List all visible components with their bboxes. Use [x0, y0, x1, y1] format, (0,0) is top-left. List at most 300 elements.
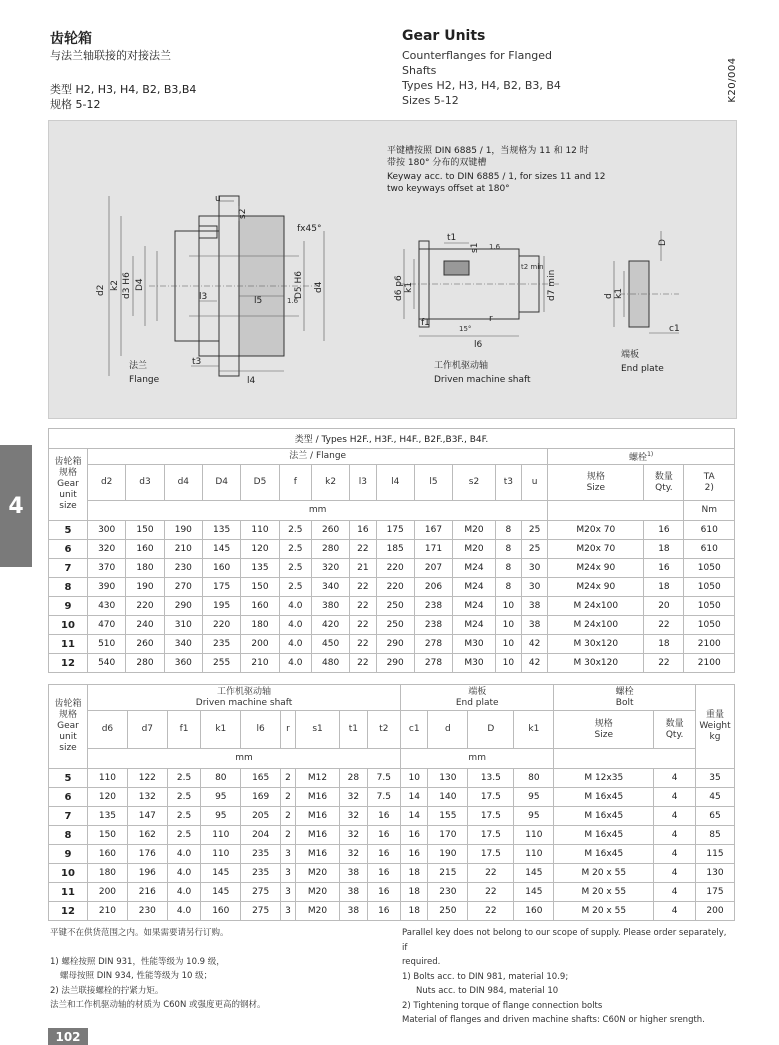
table-cell: 30	[522, 578, 548, 597]
table-cell: 22	[468, 864, 514, 883]
gear-size-cell: 9	[49, 845, 88, 864]
table-cell: 2	[281, 826, 296, 845]
bolt2-qty-en: Qty.	[665, 729, 684, 740]
table-cell: 470	[88, 616, 126, 635]
types-en-line: Types H2, H3, H4, B2, B3, B4	[402, 79, 561, 92]
gear-size-header-2	[49, 685, 88, 769]
subtitle-en	[402, 48, 561, 108]
label-D: D	[658, 239, 668, 246]
table-cell: 16	[367, 902, 401, 921]
table-cell: 4	[654, 902, 696, 921]
table-cell: 10	[401, 769, 428, 788]
table-cell: 250	[376, 616, 414, 635]
table-cell: 110	[201, 845, 241, 864]
table-cell: 185	[376, 540, 414, 559]
gear-size-en1: Gear	[57, 479, 79, 489]
label-r: r	[489, 314, 493, 324]
table1-row	[49, 559, 735, 578]
table-cell: M20x 70	[548, 521, 644, 540]
table-cell: 610	[684, 540, 735, 559]
label-t2: t2 min	[521, 263, 544, 271]
note-cn-6: 法兰和工作机驱动轴的材质为 C60N 或强度更高的钢材。	[50, 1000, 266, 1010]
table-cell: 21	[350, 559, 376, 578]
weight-cn: 重量	[705, 710, 724, 720]
table-cell: 18	[401, 902, 428, 921]
subtitle-cn: 与法兰轴联接的对接法兰	[50, 49, 171, 62]
table-cell: 160	[202, 559, 240, 578]
label-f1: f1	[421, 318, 430, 328]
table-cell: 8	[495, 578, 521, 597]
table-cell: M 16x45	[554, 845, 654, 864]
table-cell: 160	[88, 845, 128, 864]
bolt2-size-cn: 规格	[594, 718, 613, 729]
table-cell: 155	[428, 807, 468, 826]
table-cell: 17.5	[468, 826, 514, 845]
table-cell: 32	[340, 845, 367, 864]
table-cell: 190	[126, 578, 164, 597]
col-l5: l5	[414, 465, 452, 501]
label-fx: fx45°	[297, 224, 322, 234]
table-cell: 65	[696, 807, 735, 826]
table-cell: 2.5	[167, 826, 201, 845]
table1-row	[49, 616, 735, 635]
table-cell: M 20 x 55	[554, 902, 654, 921]
table-cell: 190	[428, 845, 468, 864]
table-cell: 22	[350, 654, 376, 673]
note-en-5: 2) Tightening torque of flange connection bolts	[402, 1000, 603, 1011]
table-cell: 18	[644, 635, 684, 654]
table-cell: M 20 x 55	[554, 883, 654, 902]
table-cell: 200	[696, 902, 735, 921]
table-cell: 38	[340, 883, 367, 902]
table-cell: 240	[126, 616, 164, 635]
table-cell: 110	[201, 826, 241, 845]
table-cell: 3	[281, 845, 296, 864]
table-cell: 4.0	[167, 883, 201, 902]
gear-size2-en2: unit	[59, 732, 77, 742]
table-cell: 150	[241, 578, 279, 597]
table-cell: 150	[88, 826, 128, 845]
label-l5: l5	[254, 296, 263, 306]
table-cell: 610	[684, 521, 735, 540]
table-cell: 3	[281, 883, 296, 902]
bolt-qty-en: Qty.	[655, 482, 673, 493]
col-bolt2-size	[554, 711, 654, 749]
table2-row	[49, 902, 735, 921]
table-cell: 22	[468, 883, 514, 902]
note-en-line2: two keyways offset at 180°	[387, 184, 510, 194]
table-cell: 16	[401, 826, 428, 845]
table-cell: 16	[367, 807, 401, 826]
table-cell: 180	[88, 864, 128, 883]
table-cell: 2	[281, 769, 296, 788]
table-cell: M 24x100	[548, 597, 644, 616]
gear-size2-en3: size	[59, 743, 77, 753]
plate-group-header	[401, 685, 554, 711]
gear-size-cell: 11	[49, 635, 88, 654]
table-cell: 340	[164, 635, 202, 654]
table-cell: 16	[367, 826, 401, 845]
col-u: u	[522, 465, 548, 501]
table-cell: 210	[164, 540, 202, 559]
note-en-6: Material of flanges and driven machine shafts: C60N or higher srength.	[402, 1015, 705, 1025]
table-cell: 205	[241, 807, 281, 826]
table-cell: 32	[340, 807, 367, 826]
table-cell: 175	[696, 883, 735, 902]
label-k2: k2	[110, 280, 120, 291]
table-cell: 2.5	[279, 559, 311, 578]
table-cell: 220	[376, 578, 414, 597]
table-cell: 250	[376, 597, 414, 616]
table-cell: 270	[164, 578, 202, 597]
shaft-drawing	[394, 233, 559, 385]
table-cell: 4	[654, 883, 696, 902]
table-cell: 370	[88, 559, 126, 578]
table-cell: 10	[495, 616, 521, 635]
table-cell: 22	[350, 597, 376, 616]
table-cell: 290	[376, 635, 414, 654]
table-cell: 7.5	[367, 769, 401, 788]
gear-size-en2: unit	[59, 490, 77, 500]
table-cell: 290	[376, 654, 414, 673]
shaft-table	[48, 684, 735, 921]
note-en-1: Parallel key does not belong to our scope of supply. Please order separately, if	[402, 928, 727, 953]
table-cell: 4.0	[167, 845, 201, 864]
table-cell: 8	[495, 559, 521, 578]
table-cell: 275	[241, 883, 281, 902]
label-dd4: d4	[314, 281, 324, 293]
shaft-group-en: Driven machine shaft	[195, 697, 293, 708]
gear-size-cell: 7	[49, 559, 88, 578]
table-cell: 110	[514, 826, 554, 845]
gear-size-cn2: 规格	[58, 468, 77, 478]
note-cn-2	[50, 941, 266, 955]
col-d7: d7	[127, 711, 167, 749]
table-cell: 195	[202, 597, 240, 616]
weight-en: Weight	[699, 721, 731, 731]
table-cell: 4	[654, 864, 696, 883]
table-cell: 20	[644, 597, 684, 616]
table-cell: M 24x100	[548, 616, 644, 635]
table2-row	[49, 788, 735, 807]
label-r16: 1.6	[287, 297, 299, 305]
table-cell: 300	[88, 521, 126, 540]
table-cell: 167	[414, 521, 452, 540]
table-cell: 290	[164, 597, 202, 616]
gear-size-cell: 5	[49, 521, 88, 540]
table-cell: 30	[522, 559, 548, 578]
table-cell: 25	[522, 521, 548, 540]
table-cell: 42	[522, 635, 548, 654]
table-cell: 4	[654, 826, 696, 845]
table-cell: 2	[281, 807, 296, 826]
col-f: f	[279, 465, 311, 501]
table-cell: 115	[696, 845, 735, 864]
table-cell: 17.5	[468, 845, 514, 864]
unit-mm: mm	[88, 501, 548, 521]
bolt-size-en: Size	[586, 482, 606, 493]
table-cell: M 20 x 55	[554, 864, 654, 883]
document-code: K20/004	[726, 57, 738, 103]
table-cell: M24	[453, 578, 496, 597]
col-d: d	[428, 711, 468, 749]
weight-unit: kg	[709, 732, 721, 742]
col-D4: D4	[202, 465, 240, 501]
table-cell: 260	[311, 521, 349, 540]
table-cell: M24	[453, 616, 496, 635]
table-cell: 238	[414, 616, 452, 635]
table-cell: 175	[202, 578, 240, 597]
table-cell: 230	[428, 883, 468, 902]
gear-size-cell: 12	[49, 654, 88, 673]
label-d4: D4	[135, 278, 145, 291]
gear-size-cell: 7	[49, 807, 88, 826]
table-cell: 22	[644, 616, 684, 635]
table-cell: 110	[514, 845, 554, 864]
table-cell: M20	[453, 540, 496, 559]
gear-size2-en1: Gear	[57, 721, 79, 731]
table-cell: 171	[414, 540, 452, 559]
table-cell: 122	[127, 769, 167, 788]
table-cell: 130	[696, 864, 735, 883]
table-cell: 175	[376, 521, 414, 540]
col-weight	[696, 685, 735, 769]
note-cn-4: 螺母按照 DIN 934, 性能等级为 10 级；	[60, 971, 213, 981]
end-plate-drawing	[604, 231, 680, 374]
unit2-mm-shaft: mm	[88, 749, 401, 769]
note-cn-line1: 平键槽按照 DIN 6885 / 1，当规格为 11 和 12 时	[387, 146, 589, 156]
table-cell: 42	[522, 654, 548, 673]
table-cell: 278	[414, 654, 452, 673]
plate-label-cn: 端板	[621, 350, 640, 360]
sizes-cn-line: 规格 5-12	[50, 98, 101, 111]
table-cell: 45	[696, 788, 735, 807]
notes-cn	[50, 926, 266, 1013]
gear-size-cell: 6	[49, 788, 88, 807]
table-cell: 320	[311, 559, 349, 578]
table-cell: 165	[241, 769, 281, 788]
col-bolt-qty	[644, 465, 684, 501]
col-c1: c1	[401, 711, 428, 749]
table1-row	[49, 578, 735, 597]
table2-row	[49, 769, 735, 788]
flange-label-cn: 法兰	[129, 361, 148, 371]
table-cell: M 30x120	[548, 654, 644, 673]
page-number: 102	[48, 1028, 88, 1045]
table-cell: 2100	[684, 654, 735, 673]
unit2-blank	[554, 749, 696, 769]
table-cell: 4.0	[167, 902, 201, 921]
ta-label: TA	[703, 471, 715, 482]
note-en-4: Nuts acc. to DIN 984, material 10	[416, 986, 559, 996]
shaft-label-cn: 工作机驱动轴	[434, 361, 489, 371]
table2-row	[49, 845, 735, 864]
table-cell: M 16x45	[554, 826, 654, 845]
gear-size2-cn2: 规格	[58, 710, 77, 720]
gear-size-cell: 10	[49, 616, 88, 635]
table-cell: 25	[522, 540, 548, 559]
bolt2-group-header	[554, 685, 696, 711]
table-cell: 38	[522, 597, 548, 616]
table1-row	[49, 635, 735, 654]
table-cell: 1050	[684, 559, 735, 578]
bolt-group-label: 螺栓	[629, 453, 648, 463]
gear-size-cell: 5	[49, 769, 88, 788]
table-cell: 320	[88, 540, 126, 559]
bolt-qty-cn: 数量	[654, 471, 673, 482]
table-cell: 13.5	[468, 769, 514, 788]
table1-row	[49, 597, 735, 616]
table-cell: M 16x45	[554, 788, 654, 807]
section-tab: 4	[0, 445, 32, 567]
table-cell: 230	[164, 559, 202, 578]
notes-en	[402, 926, 732, 1028]
table-cell: 2	[281, 788, 296, 807]
table-cell: 210	[88, 902, 128, 921]
table-cell: 8	[495, 540, 521, 559]
table-cell: M20x 70	[548, 540, 644, 559]
label-s1: s1	[470, 242, 480, 253]
table-cell: 147	[127, 807, 167, 826]
table-cell: 2.5	[167, 788, 201, 807]
table-cell: 200	[241, 635, 279, 654]
label-s2: s2	[238, 208, 248, 219]
label-l4: l4	[247, 376, 256, 386]
table-cell: 1050	[684, 578, 735, 597]
table-cell: 510	[88, 635, 126, 654]
flange-table-body	[49, 521, 735, 673]
drawing-svg	[49, 121, 736, 418]
table-cell: 14	[401, 807, 428, 826]
col-ta	[684, 465, 735, 501]
table-cell: 80	[514, 769, 554, 788]
col-k1: k1	[201, 711, 241, 749]
table-cell: 210	[241, 654, 279, 673]
table1-row	[49, 521, 735, 540]
bolt2-group-cn: 螺栓	[615, 686, 634, 697]
label-15deg: 15°	[459, 325, 472, 333]
table-cell: 16	[367, 883, 401, 902]
table-cell: 1050	[684, 616, 735, 635]
gear-size-header	[49, 449, 88, 521]
label-k1: k1	[404, 282, 414, 293]
table-cell: 430	[88, 597, 126, 616]
shaft-label-en: Driven machine shaft	[434, 375, 531, 385]
gear-size-cell: 11	[49, 883, 88, 902]
table-cell: 4	[654, 788, 696, 807]
table-cell: 16	[350, 521, 376, 540]
table-cell: 35	[696, 769, 735, 788]
col-t1: t1	[340, 711, 367, 749]
table-cell: 162	[127, 826, 167, 845]
col-t3: t3	[495, 465, 521, 501]
table-cell: 170	[428, 826, 468, 845]
title-en: Gear Units	[402, 28, 486, 44]
table-cell: 310	[164, 616, 202, 635]
unit-blank	[548, 501, 684, 521]
note-cn-1: 平键不在供货范围之内。如果需要请另行订购。	[50, 928, 229, 938]
table-cell: 200	[88, 883, 128, 902]
table-cell: 22	[644, 654, 684, 673]
col-d6: d6	[88, 711, 128, 749]
table-cell: 280	[126, 654, 164, 673]
table-cell: 4.0	[279, 597, 311, 616]
table-cell: 190	[164, 521, 202, 540]
plate-label-en: End plate	[621, 364, 664, 374]
col-k1-plate: k1	[514, 711, 554, 749]
table-cell: 4.0	[279, 616, 311, 635]
label-d6: d6 p6	[394, 275, 404, 301]
label-d5: D5 H6	[294, 270, 304, 299]
table-cell: 540	[88, 654, 126, 673]
table-cell: M 16x45	[554, 807, 654, 826]
table-cell: 135	[241, 559, 279, 578]
table-cell: 220	[376, 559, 414, 578]
table-cell: 135	[202, 521, 240, 540]
table-cell: 22	[350, 540, 376, 559]
table-cell: 238	[414, 597, 452, 616]
table-cell: 3	[281, 902, 296, 921]
table-cell: 145	[202, 540, 240, 559]
table-cell: M20	[295, 864, 339, 883]
table1-row	[49, 540, 735, 559]
gear-size-cn1: 齿轮箱	[54, 457, 82, 467]
col-f1: f1	[167, 711, 201, 749]
col-s2: s2	[453, 465, 496, 501]
table-cell: M16	[295, 788, 339, 807]
note-en-line1: Keyway acc. to DIN 6885 / 1, for sizes 11 and 12	[387, 172, 606, 182]
sizes-en-line: Sizes 5-12	[402, 94, 459, 107]
col-D5: D5	[241, 465, 279, 501]
table-cell: 145	[201, 883, 241, 902]
table-cell: 160	[241, 597, 279, 616]
table-cell: 95	[201, 807, 241, 826]
table-cell: 38	[340, 864, 367, 883]
col-l3: l3	[350, 465, 376, 501]
table-cell: 95	[514, 807, 554, 826]
table-cell: M 30x120	[548, 635, 644, 654]
table-cell: 204	[241, 826, 281, 845]
table-cell: 18	[401, 864, 428, 883]
table-cell: 4.0	[279, 635, 311, 654]
table-cell: 18	[644, 540, 684, 559]
col-s1: s1	[295, 711, 339, 749]
title-cn: 齿轮箱	[50, 31, 92, 47]
label-t3: t3	[192, 357, 202, 367]
table-cell: 145	[514, 883, 554, 902]
table-cell: 380	[311, 597, 349, 616]
table-cell: 10	[495, 597, 521, 616]
table-cell: 220	[126, 597, 164, 616]
table-cell: 17.5	[468, 788, 514, 807]
table-cell: M16	[295, 807, 339, 826]
table-cell: 95	[514, 788, 554, 807]
col-bolt-size	[548, 465, 644, 501]
gear-size-cell: 8	[49, 578, 88, 597]
note-cn-3: 1) 螺栓按照 DIN 931，性能等级为 10.9 级，	[50, 956, 225, 967]
subtitle-en-line1: Counterflanges for Flanged	[402, 49, 553, 62]
label-k1b: k1	[614, 288, 624, 299]
col-d4: d4	[164, 465, 202, 501]
table-cell: 10	[495, 635, 521, 654]
table1-row	[49, 654, 735, 673]
table-cell: 230	[127, 902, 167, 921]
table-cell: M20	[295, 902, 339, 921]
table-cell: M24	[453, 597, 496, 616]
table2-row	[49, 807, 735, 826]
bolt2-qty-cn: 数量	[665, 718, 684, 729]
table-cell: 360	[164, 654, 202, 673]
